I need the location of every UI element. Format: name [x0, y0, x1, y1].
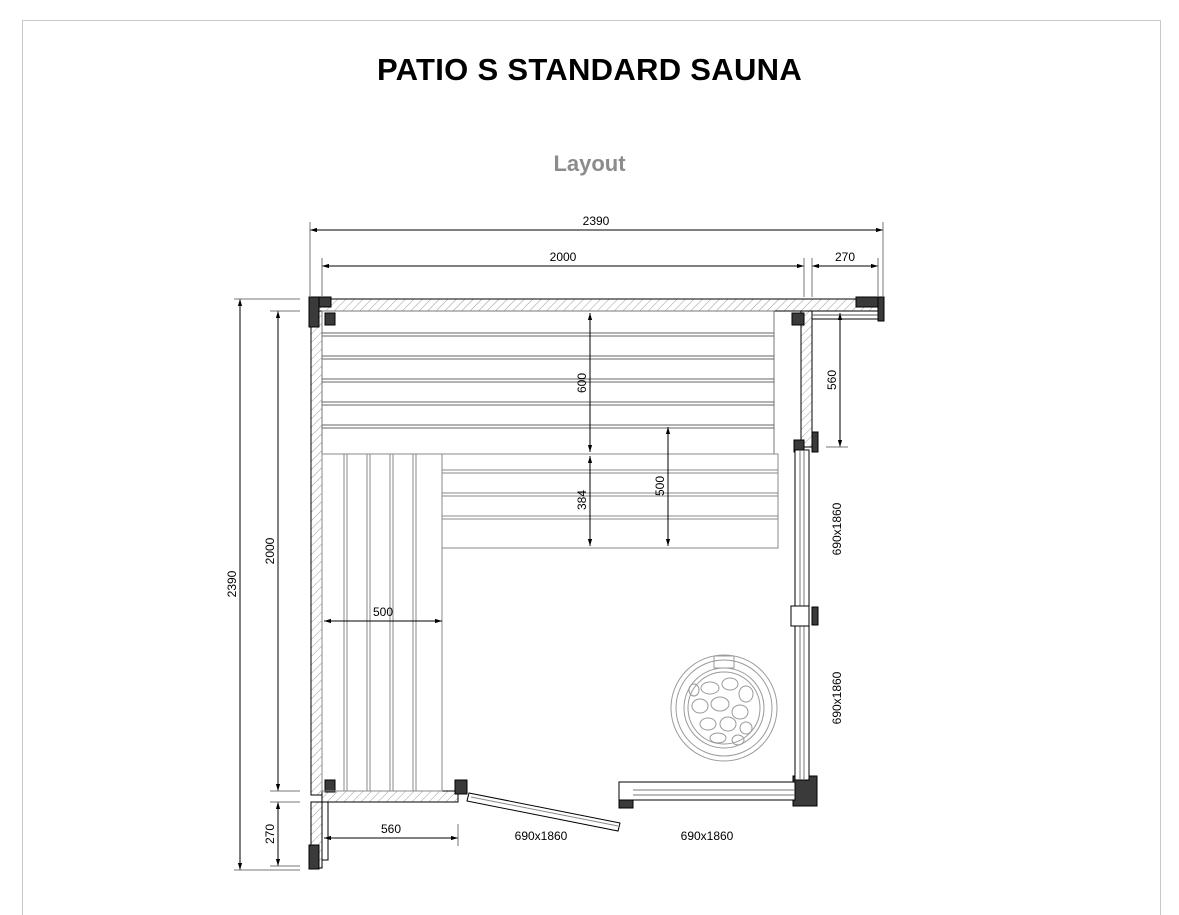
- dim-side-wall-segment: 560: [825, 369, 839, 391]
- post: [325, 780, 335, 792]
- dim-lower-bench-depth: 384: [575, 489, 589, 511]
- post: [309, 297, 319, 327]
- dim-inner-depth: 2000: [263, 537, 277, 565]
- dim-bench-step: 500: [653, 475, 667, 497]
- front-wall-left: [322, 791, 458, 802]
- dim-side-window-upper: 690x1860: [830, 502, 844, 556]
- post: [455, 780, 467, 794]
- porch-side-trim: [322, 802, 328, 860]
- drawing-title: PATIO S STANDARD SAUNA: [376, 52, 803, 87]
- upper-bench: [322, 311, 774, 454]
- dim-inner-width: 2000: [549, 250, 577, 264]
- post: [812, 607, 818, 625]
- layout-subtitle: Layout: [553, 151, 626, 176]
- front-window: [619, 782, 795, 800]
- dim-upper-bench-depth: 600: [575, 372, 589, 394]
- lower-bench: [442, 454, 778, 548]
- right-wall-upper: [801, 311, 812, 447]
- dim-porch-depth: 270: [263, 823, 277, 845]
- side-window-lower: [795, 624, 809, 780]
- side-window-upper: [795, 450, 809, 610]
- dim-porch-width: 270: [834, 250, 856, 264]
- post: [812, 432, 818, 452]
- post: [325, 313, 335, 325]
- post: [856, 297, 880, 307]
- left-wall: [311, 311, 322, 795]
- dim-door: 690x1860: [514, 829, 568, 843]
- post: [792, 313, 804, 325]
- post: [619, 800, 633, 808]
- round-sauna-stove-icon: [671, 655, 777, 761]
- post: [878, 297, 884, 321]
- side-bench: [322, 454, 442, 791]
- dim-overall-depth: 2390: [225, 570, 239, 598]
- dim-side-window-lower: 690x1860: [830, 671, 844, 725]
- post: [309, 845, 319, 869]
- side-glass: [791, 450, 809, 780]
- back-wall: [310, 299, 880, 311]
- dim-front-window: 690x1860: [680, 829, 734, 843]
- sauna-door: [467, 793, 620, 831]
- dim-overall-width: 2390: [582, 214, 610, 228]
- dim-front-wall-segment: 560: [380, 822, 402, 836]
- dim-side-bench-width: 500: [372, 605, 394, 619]
